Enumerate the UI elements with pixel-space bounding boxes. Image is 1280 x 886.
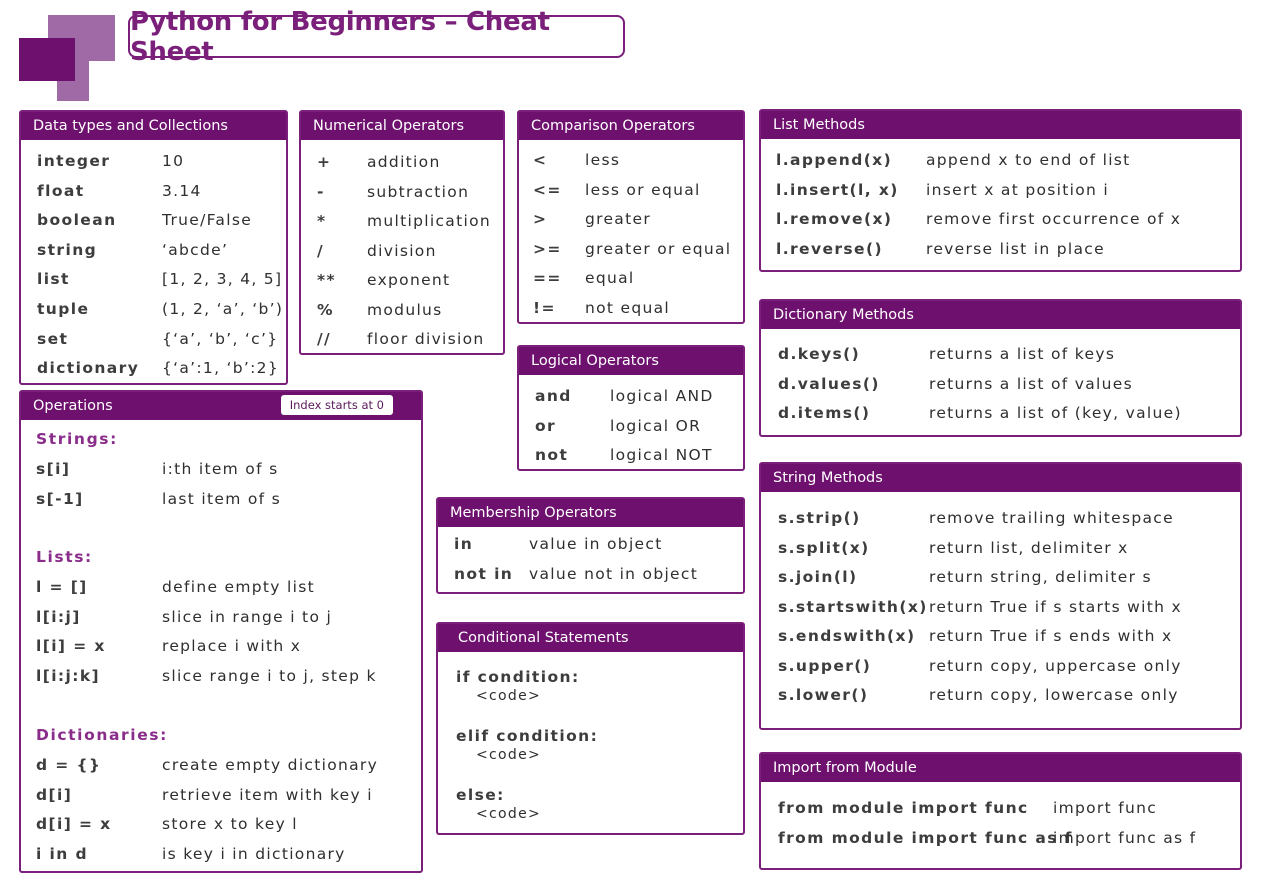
section-title-dictionaries: Dictionaries: <box>36 726 168 744</box>
operator-description: value in object <box>529 535 663 553</box>
type-example: 3.14 <box>162 182 202 200</box>
panel-header: Import from Module <box>761 754 1240 782</box>
type-name: tuple <box>37 300 90 318</box>
method-description: return string, delimiter s <box>929 568 1152 586</box>
operator-symbol: * <box>317 212 327 230</box>
method-description: return True if s starts with x <box>929 598 1182 616</box>
string-methods-panel <box>759 462 1242 730</box>
method-code: s.startswith(x) <box>778 598 928 616</box>
method-code: l.remove(x) <box>776 210 893 228</box>
type-example: [1, 2, 3, 4, 5] <box>162 270 283 288</box>
operation-code: l[i] = x <box>36 637 106 655</box>
operator-symbol: + <box>317 153 332 171</box>
type-name: string <box>37 241 98 259</box>
type-name: dictionary <box>37 359 140 377</box>
section-title-strings: Strings: <box>36 430 118 448</box>
panel-header: Dictionary Methods <box>761 301 1240 329</box>
operation-code: l[i:j:k] <box>36 667 101 685</box>
operator-symbol: == <box>533 269 562 287</box>
operation-code: i in d <box>36 845 88 863</box>
method-code: d.keys() <box>778 345 861 363</box>
method-code: s.strip() <box>778 509 861 527</box>
operation-description: slice in range i to j <box>162 608 333 626</box>
method-description: returns a list of keys <box>929 345 1116 363</box>
operator-description: multiplication <box>367 212 491 230</box>
import-description: import func <box>1053 799 1158 817</box>
panel-header: Comparison Operators <box>519 112 743 140</box>
operator-keyword: and <box>535 387 572 405</box>
method-code: s.upper() <box>778 657 872 675</box>
method-description: insert x at position i <box>926 181 1109 199</box>
method-code: l.reverse() <box>776 240 883 258</box>
panel-header: List Methods <box>761 111 1240 139</box>
operator-description: floor division <box>367 330 485 348</box>
operator-symbol: - <box>317 183 325 201</box>
type-name: boolean <box>37 211 117 229</box>
type-example: {‘a’:1, ‘b’:2} <box>162 359 279 377</box>
operation-code: l[i:j] <box>36 608 81 626</box>
operator-description: value not in object <box>529 565 699 583</box>
operation-description: create empty dictionary <box>162 756 379 774</box>
operator-symbol: % <box>317 301 334 319</box>
type-example: (1, 2, ‘a’, ‘b’) <box>162 300 284 318</box>
method-code: s.split(x) <box>778 539 870 557</box>
operator-keyword: not in <box>454 565 514 583</box>
panel-header: Logical Operators <box>519 347 743 375</box>
operation-description: is key i in dictionary <box>162 845 346 863</box>
import-statement: from module import func <box>778 799 1029 817</box>
section-title-lists: Lists: <box>36 548 93 566</box>
operator-symbol: // <box>317 330 332 348</box>
operation-description: retrieve item with key i <box>162 786 373 804</box>
type-example: True/False <box>162 211 253 229</box>
operations-panel <box>19 390 423 873</box>
panel-header-label: Operations <box>33 398 113 414</box>
operation-code: d = {} <box>36 756 102 774</box>
data-types-panel <box>19 110 288 385</box>
operator-description: logical NOT <box>610 446 713 464</box>
operator-description: equal <box>585 269 635 287</box>
operator-description: less or equal <box>585 181 701 199</box>
operator-description: division <box>367 242 437 260</box>
method-description: return True if s ends with x <box>929 627 1173 645</box>
operation-code: s[i] <box>36 460 71 478</box>
method-code: d.values() <box>778 375 880 393</box>
conditional-keyword: elif condition: <box>456 727 599 745</box>
operator-description: greater <box>585 210 651 228</box>
type-example: 10 <box>162 152 185 170</box>
method-description: return list, delimiter x <box>929 539 1129 557</box>
operator-keyword: not <box>535 446 569 464</box>
import-description: import func as f <box>1053 829 1197 847</box>
operator-symbol: > <box>533 210 548 228</box>
method-description: remove trailing whitespace <box>929 509 1174 527</box>
type-name: set <box>37 330 69 348</box>
operator-keyword: in <box>454 535 474 553</box>
type-example: ‘abcde’ <box>162 241 229 259</box>
method-code: s.endswith(x) <box>778 627 916 645</box>
numerical-operators-panel <box>299 110 505 355</box>
method-description: return copy, uppercase only <box>929 657 1182 675</box>
panel-header: Data types and Collections <box>21 112 286 140</box>
method-code: l.insert(l, x) <box>776 181 899 199</box>
operator-symbol: != <box>533 299 556 317</box>
operation-code: l = [] <box>36 578 88 596</box>
operator-symbol: <= <box>533 181 562 199</box>
type-example: {‘a’, ‘b’, ‘c’} <box>162 330 279 348</box>
method-description: reverse list in place <box>926 240 1105 258</box>
import-statement: from module import func as f <box>778 829 1073 847</box>
operation-description: store x to key l <box>162 815 298 833</box>
import-module-panel <box>759 752 1242 870</box>
list-methods-panel <box>759 109 1242 272</box>
type-name: integer <box>37 152 111 170</box>
type-name: float <box>37 182 85 200</box>
method-description: returns a list of (key, value) <box>929 404 1182 422</box>
method-description: append x to end of list <box>926 151 1131 169</box>
operator-description: greater or equal <box>585 240 732 258</box>
operation-code: s[-1] <box>36 490 84 508</box>
operator-symbol: ** <box>317 271 337 289</box>
operator-description: not equal <box>585 299 671 317</box>
operation-description: replace i with x <box>162 637 302 655</box>
operation-code: d[i] <box>36 786 73 804</box>
index-badge: Index starts at 0 <box>281 395 393 415</box>
operation-code: d[i] = x <box>36 815 112 833</box>
method-code: l.append(x) <box>776 151 893 169</box>
operator-description: exponent <box>367 271 451 289</box>
method-code: s.join(l) <box>778 568 858 586</box>
panel-header: Conditional Statements <box>438 624 743 652</box>
method-description: remove first occurrence of x <box>926 210 1182 228</box>
page-title: Python for Beginners – Cheat Sheet <box>128 15 625 58</box>
operation-description: define empty list <box>162 578 315 596</box>
conditional-statements-panel <box>436 622 745 835</box>
panel-header <box>21 392 421 420</box>
panel-header: String Methods <box>761 464 1240 492</box>
comparison-operators-panel <box>517 110 745 324</box>
operation-description: last item of s <box>162 490 281 508</box>
panel-header: Numerical Operators <box>301 112 503 140</box>
method-code: d.items() <box>778 404 871 422</box>
operator-description: addition <box>367 153 441 171</box>
operator-symbol: < <box>533 151 548 169</box>
code-placeholder: <code> <box>476 806 542 822</box>
operator-description: logical OR <box>610 417 702 435</box>
logical-operators-panel <box>517 345 745 471</box>
operator-description: modulus <box>367 301 443 319</box>
operation-description: i:th item of s <box>162 460 279 478</box>
operator-symbol: / <box>317 242 325 260</box>
code-placeholder: <code> <box>476 688 542 704</box>
conditional-keyword: else: <box>456 786 505 804</box>
operator-description: subtraction <box>367 183 470 201</box>
operator-keyword: or <box>535 417 557 435</box>
operator-symbol: >= <box>533 240 562 258</box>
type-name: list <box>37 270 70 288</box>
membership-operators-panel <box>436 497 745 594</box>
panel-header: Membership Operators <box>438 499 743 527</box>
operator-description: logical AND <box>610 387 714 405</box>
code-placeholder: <code> <box>476 747 542 763</box>
logo-square-dark <box>19 38 75 81</box>
operator-description: less <box>585 151 621 169</box>
conditional-keyword: if condition: <box>456 668 580 686</box>
method-code: s.lower() <box>778 686 869 704</box>
operation-description: slice range i to j, step k <box>162 667 377 685</box>
method-description: return copy, lowercase only <box>929 686 1179 704</box>
method-description: returns a list of values <box>929 375 1133 393</box>
dictionary-methods-panel <box>759 299 1242 437</box>
